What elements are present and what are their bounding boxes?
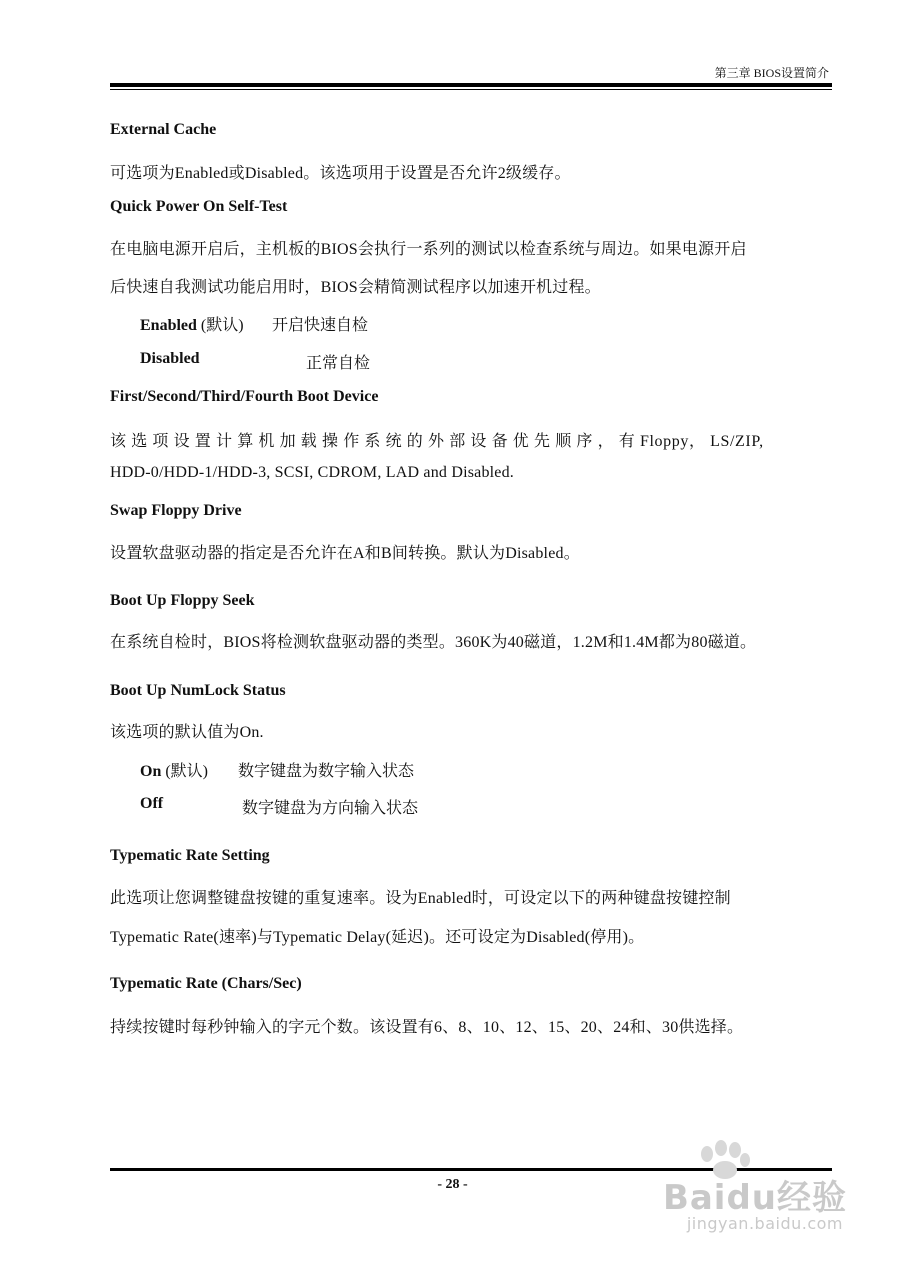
option-off [140,795,163,813]
header-rule-thin [110,89,832,90]
option-note: (默认) [196,317,244,334]
option-key: Off [140,795,164,812]
heading-typematic-rate: Typematic Rate (Chars/Sec) [110,975,302,992]
option-disabled-value: 正常自检 [306,355,371,372]
option-disabled [140,350,200,368]
running-header: 第三章 BIOS设置简介 [714,66,829,80]
heading-external-cache: External Cache [110,121,217,138]
text-numlock: 该选项的默认值为On. [110,724,264,741]
heading-numlock: Boot Up NumLock Status [110,682,286,699]
text-typematic-setting-line1: 此选项让您调整键盘按键的重复速率。设为Enabled时，可设定以下的两种键盘按键控制 [110,890,731,907]
watermark-url: jingyan.baidu.com [686,1214,843,1233]
page-number: - 28 - [437,1177,468,1192]
option-key: Enabled [140,317,197,334]
option-enabled [140,312,244,335]
heading-typematic-setting: Typematic Rate Setting [110,847,270,864]
text-typematic-setting-line2: Typematic Rate(速率)与Typematic Delay(延迟)。还可设定为Disabled(停用)。 [110,929,645,946]
heading-quick-post: Quick Power On Self-Test [110,198,288,215]
heading-boot-device: First/Second/Third/Fourth Boot Device [110,388,379,405]
option-on-value: 数字键盘为数字输入状态 [238,763,415,780]
text-typematic-rate: 持续按键时每秒钟输入的字元个数。该设置有6、8、10、12、15、20、24和、30供选择。 [110,1019,744,1036]
text-external-cache: 可选项为Enabled或Disabled。该选项用于设置是否允许2级缓存。 [110,165,571,182]
text-boot-device-line2: HDD-0/HDD-1/HDD-3, SCSI, CDROM, LAD and Disabled. [110,464,515,481]
option-key: On [140,763,162,780]
watermark-brand: Baidu经验 [662,1178,847,1218]
option-note: (默认) [161,763,209,780]
text-boot-device-line1: 该 选 项 设 置 计 算 机 加 载 操 作 系 统 的 外 部 设 备 优 先 顺 序 ， 有 Floppy， LS/ZIP, [110,433,764,450]
heading-swap-floppy: Swap Floppy Drive [110,502,242,519]
text-quick-post-line2: 后快速自我测试功能启用时，BIOS会精简测试程序以加速开机过程。 [110,279,601,296]
option-enabled-value: 开启快速自检 [272,317,369,334]
option-off-value: 数字键盘为方向输入状态 [242,800,419,817]
heading-floppy-seek: Boot Up Floppy Seek [110,592,255,609]
header-rule-thick [110,83,832,87]
text-swap-floppy: 设置软盘驱动器的指定是否允许在A和B间转换。默认为Disabled。 [110,545,580,562]
option-key: Disabled [140,350,200,367]
text-floppy-seek: 在系统自检时，BIOS将检测软盘驱动器的类型。360K为40磁道，1.2M和1.4M都为80磁道。 [110,634,757,651]
option-on [140,758,208,781]
text-quick-post-line1: 在电脑电源开启后，主机板的BIOS会执行一系列的测试以检查系统与周边。如果电源开启 [110,241,747,258]
